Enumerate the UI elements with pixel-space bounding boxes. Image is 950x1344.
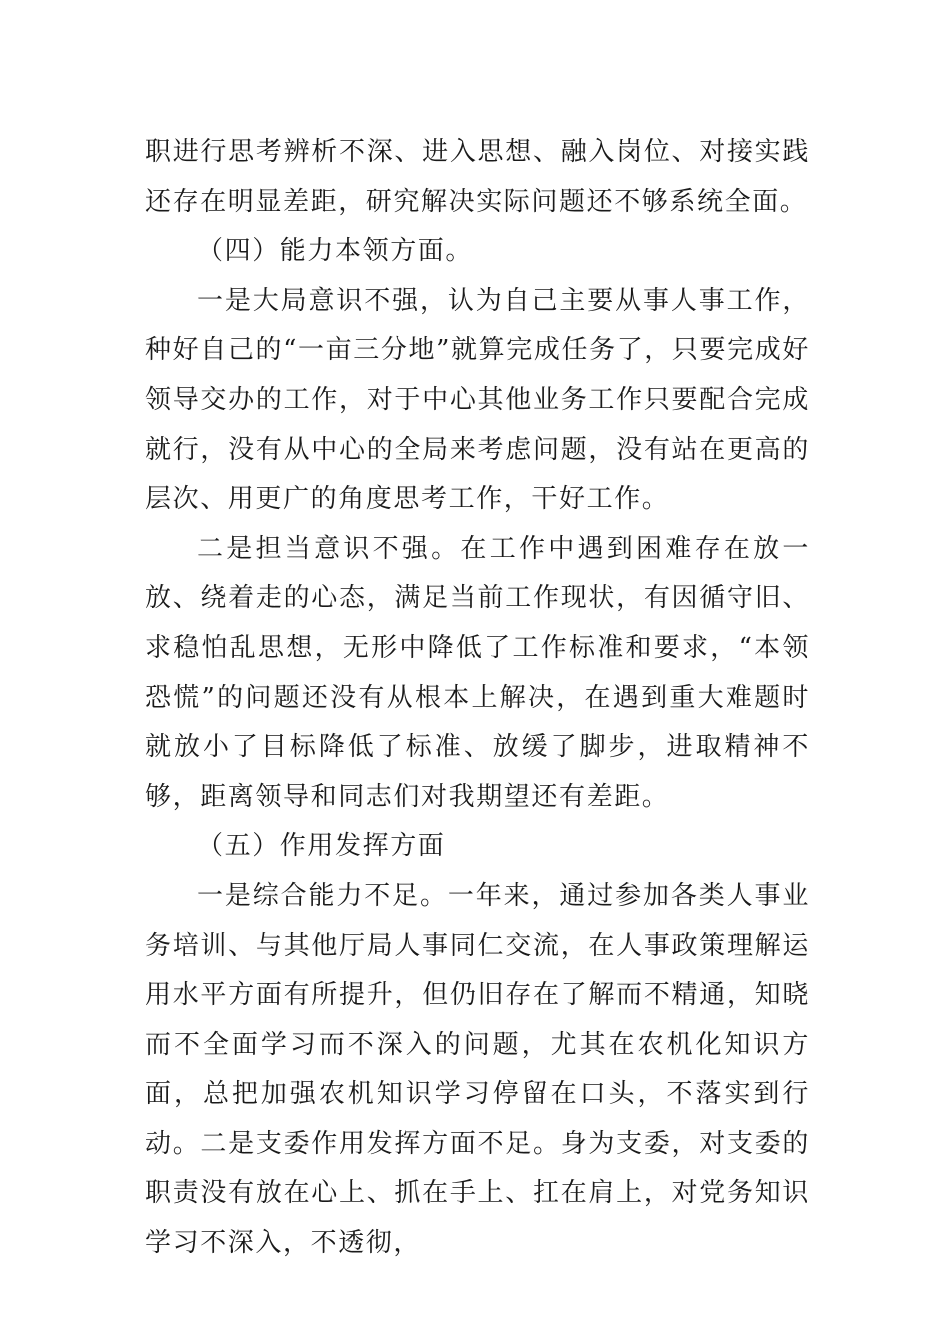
document-body (145, 128, 810, 1269)
paragraph-overall-awareness: 一是大局意识不强，认为自己主要从事人事工作，种好自己的“一亩三分地”就算完成任务了，只要完成好领导交办的工作，对于中心其他业务工作只要配合完成就行，没有从中心的全局来考虑问题，没有站在更高的层次、用更广的角度思考工作，干好工作。 (145, 285, 810, 515)
section-heading-role: （五）作用发挥方面 (197, 831, 446, 862)
section-heading-ability: （四）能力本领方面。 (197, 236, 474, 267)
paragraph-continuation: 职进行思考辨析不深、进入思想、融入岗位、对接实践还存在明显差距，研究解决实际问题还不够系统全面。 (145, 137, 810, 217)
paragraph-responsibility: 二是担当意识不强。在工作中遇到困难存在放一放、绕着走的心态，满足当前工作现状，有因循守旧、求稳怕乱思想，无形中降低了工作标准和要求，“本领恐慌”的问题还没有从根本上解决，在遇到重大难题时就放小了目标降低了标准、放缓了脚步，进取精神不够，距离领导和同志们对我期望还有差距。 (145, 533, 810, 812)
paragraph-comprehensive-ability: 一是综合能力不足。一年来，通过参加各类人事业务培训、与其他厅局人事同仁交流，在人事政策理解运用水平方面有所提升，但仍旧存在了解而不精通，知晓而不全面学习而不深入的问题，尤其在农机化知识方面，总把加强农机知识学习停留在口头，不落实到行动。二是支委作用发挥方面不足。身为支委，对支委的职责没有放在心上、抓在手上、扛在肩上，对党务知识学习不深入，不透彻， (145, 880, 810, 1259)
